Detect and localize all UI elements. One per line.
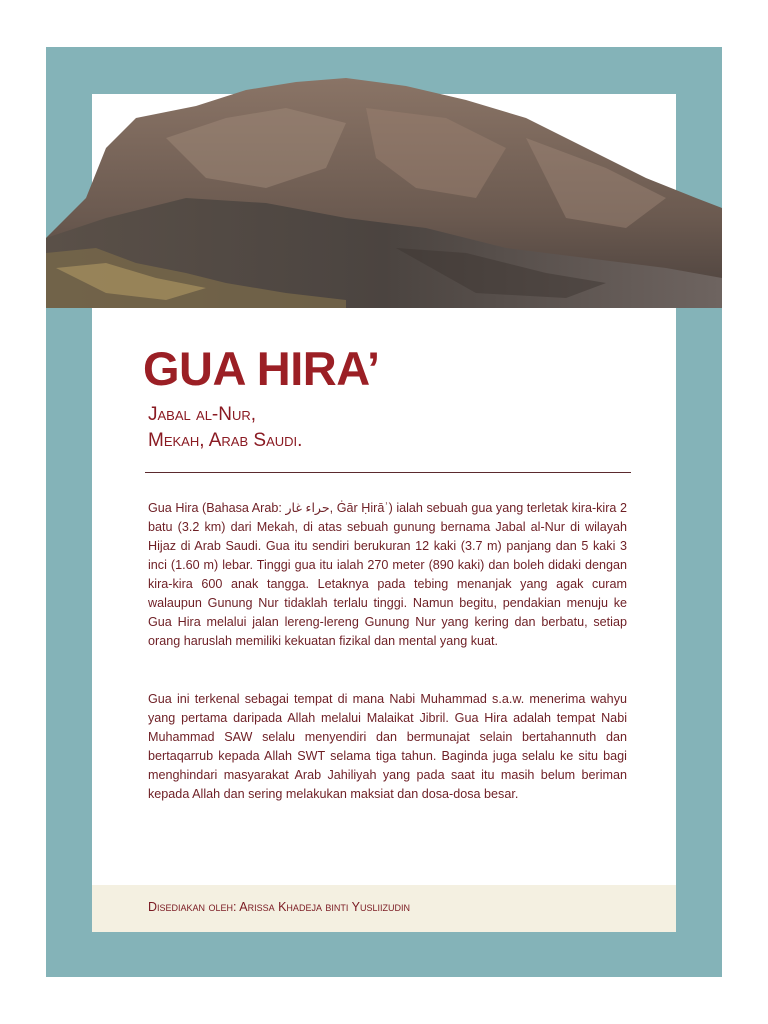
- page-title: GUA HIRA’: [143, 342, 380, 395]
- location-line-2: Mekah, Arab Saudi.: [148, 430, 303, 451]
- footer-bar: [92, 885, 676, 932]
- location-line-1: Jabal al-Nur,: [148, 404, 257, 425]
- mountain-photo: [46, 78, 722, 308]
- author-credit: Disediakan oleh: Arissa Khadeja binti Yusliizudin: [148, 900, 411, 914]
- divider: [145, 472, 631, 473]
- paragraph-history: Gua ini terkenal sebagai tempat di mana Nabi Muhammad s.a.w. menerima wahyu yang pertama daripada Allah melalui Malaikat Jibril. Gua Hira adalah tempat Nabi Muhammad SAW selalu menyendiri dan bermunajat selain bertahannuth dan bertaqarrub kepada Allah SWT selama tiga tahun. Baginda juga selalu ke situ bagi menghindari masyarakat Arab Jahiliyah yang pada saat itu masih belum beriman kepada Allah dan sering melakukan maksiat dan dosa-dosa besar.: [148, 692, 627, 801]
- paragraph-intro: Gua Hira (Bahasa Arab: حراء غار, Ġār Ḥirāʾ) ialah sebuah gua yang terletak kira-kira 2 batu (3.2 km) dari Mekah, di atas sebuah gunung bernama Jabal al-Nur di wilayah Hijaz di Arab Saudi. Gua itu sendiri berukuran 12 kaki (3.7 m) panjang dan 5 kaki 3 inci (1.60 m) lebar. Tinggi gua itu ialah 270 meter (890 kaki) dan boleh didaki dengan kira-kira 600 anak tangga. Letaknya pada tebing menanjak yang agak curam walaupun Gunung Nur tidaklah terlalu tinggi. Namun begitu, pendakian menuju ke Gua Hira melalui jalan lereng-lereng Gunung Nur yang kering dan berbatu, setiap orang haruslah memiliki kekuatan fizikal dan mental yang kuat.: [148, 501, 627, 648]
